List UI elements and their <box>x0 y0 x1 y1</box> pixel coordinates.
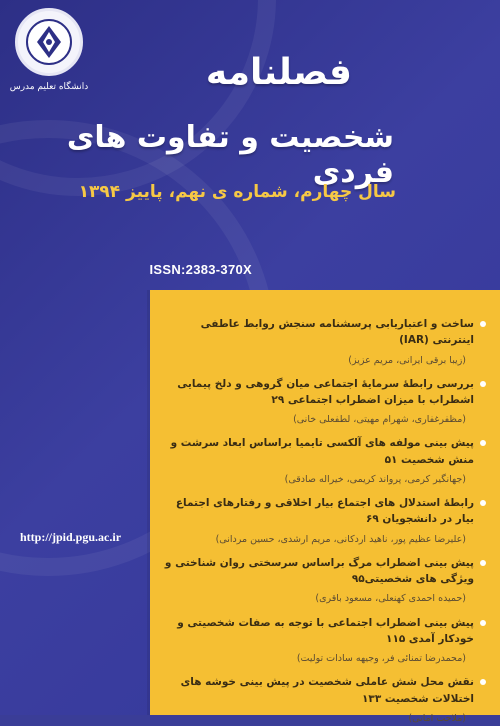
article-authors: (محمدرضا تمنائی فر، وجیهه سادات تولیت) <box>296 653 466 665</box>
article-authors: (زیبا برقی ایرانی، مریم عزیز) <box>348 354 466 366</box>
table-of-contents <box>150 290 500 724</box>
article-authors: (جهانگیر کرمی، پرواند کریمی، خیراله صادقی) <box>284 473 466 485</box>
university-name: دانشگاه تعلیم مدرس <box>9 82 89 92</box>
article-title: بررسی رابطهٔ سرمایهٔ اجتماعی میان گروهی و دلخ پیمایی اشطراب با میزان اضطراب اجتماعی ۲۹ <box>158 376 486 409</box>
university-seal-icon <box>15 8 83 76</box>
article-item[interactable] <box>158 376 486 428</box>
journal-type: فصلنامه <box>205 52 352 93</box>
bullet-icon <box>480 679 486 685</box>
article-item[interactable] <box>158 316 486 368</box>
article-authors: (مظفرغفاری، شهرام مهیتی، لطفعلی خانی) <box>293 414 466 426</box>
article-title: نقش محل شش عاملی شخصیت در پیش بینی خوشه های اختلالات شخصیت ۱۳۳ <box>158 674 486 707</box>
bullet-icon <box>480 440 486 446</box>
article-item[interactable] <box>158 674 486 726</box>
article-title: رابطهٔ استدلال های اجتماع بیار اخلاقی و رفتارهای اجتماع بیار در دانشجویان ۶۹ <box>158 495 486 528</box>
article-title: ساخت و اعتباریابی پرسشنامه سنجش روابط عاطفی اینترنتی (IAR) <box>158 316 486 349</box>
journal-url[interactable]: http://jpid.pgu.ac.ir <box>20 530 122 544</box>
article-title: پیش بینی مولفه های آلکسی تایمیا براساس ابعاد سرشت و منش شخصیت ۵۱ <box>158 435 486 468</box>
article-title: پیش بینی اضطراب مرگ براساس سرسختی روان شناختی و ویژگی های شخصیتی۹۵ <box>158 555 486 588</box>
article-item[interactable] <box>158 495 486 547</box>
bullet-icon <box>480 321 486 327</box>
bullet-icon <box>480 620 486 626</box>
issue-info: سال چهارم، شماره ی نهم، پاییز ۱۳۹۴ <box>78 182 396 202</box>
journal-title: شخصیت و تفاوت های فردی <box>66 120 394 190</box>
article-authors: (ملاحت اماتی) <box>408 712 466 724</box>
bullet-icon <box>480 560 486 566</box>
article-authors: (حمیده احمدی کهنعلی، مسعود باقری) <box>315 593 466 605</box>
article-item[interactable] <box>158 555 486 607</box>
bullet-icon <box>480 381 486 387</box>
article-item[interactable] <box>158 615 486 667</box>
article-item[interactable] <box>158 435 486 487</box>
university-logo <box>10 8 88 116</box>
article-authors: (علیرضا عظیم پور، ناهید اردکانی، مریم ارشدی، حسین مردانی) <box>215 533 466 545</box>
article-title: پیش بینی اضطراب اجتماعی با توجه به صفات شخصیتی و خودکار آمدی ۱۱۵ <box>158 615 486 648</box>
article-list <box>150 290 500 726</box>
issn-number: ISSN:2383-370X <box>149 262 252 277</box>
bullet-icon <box>480 500 486 506</box>
